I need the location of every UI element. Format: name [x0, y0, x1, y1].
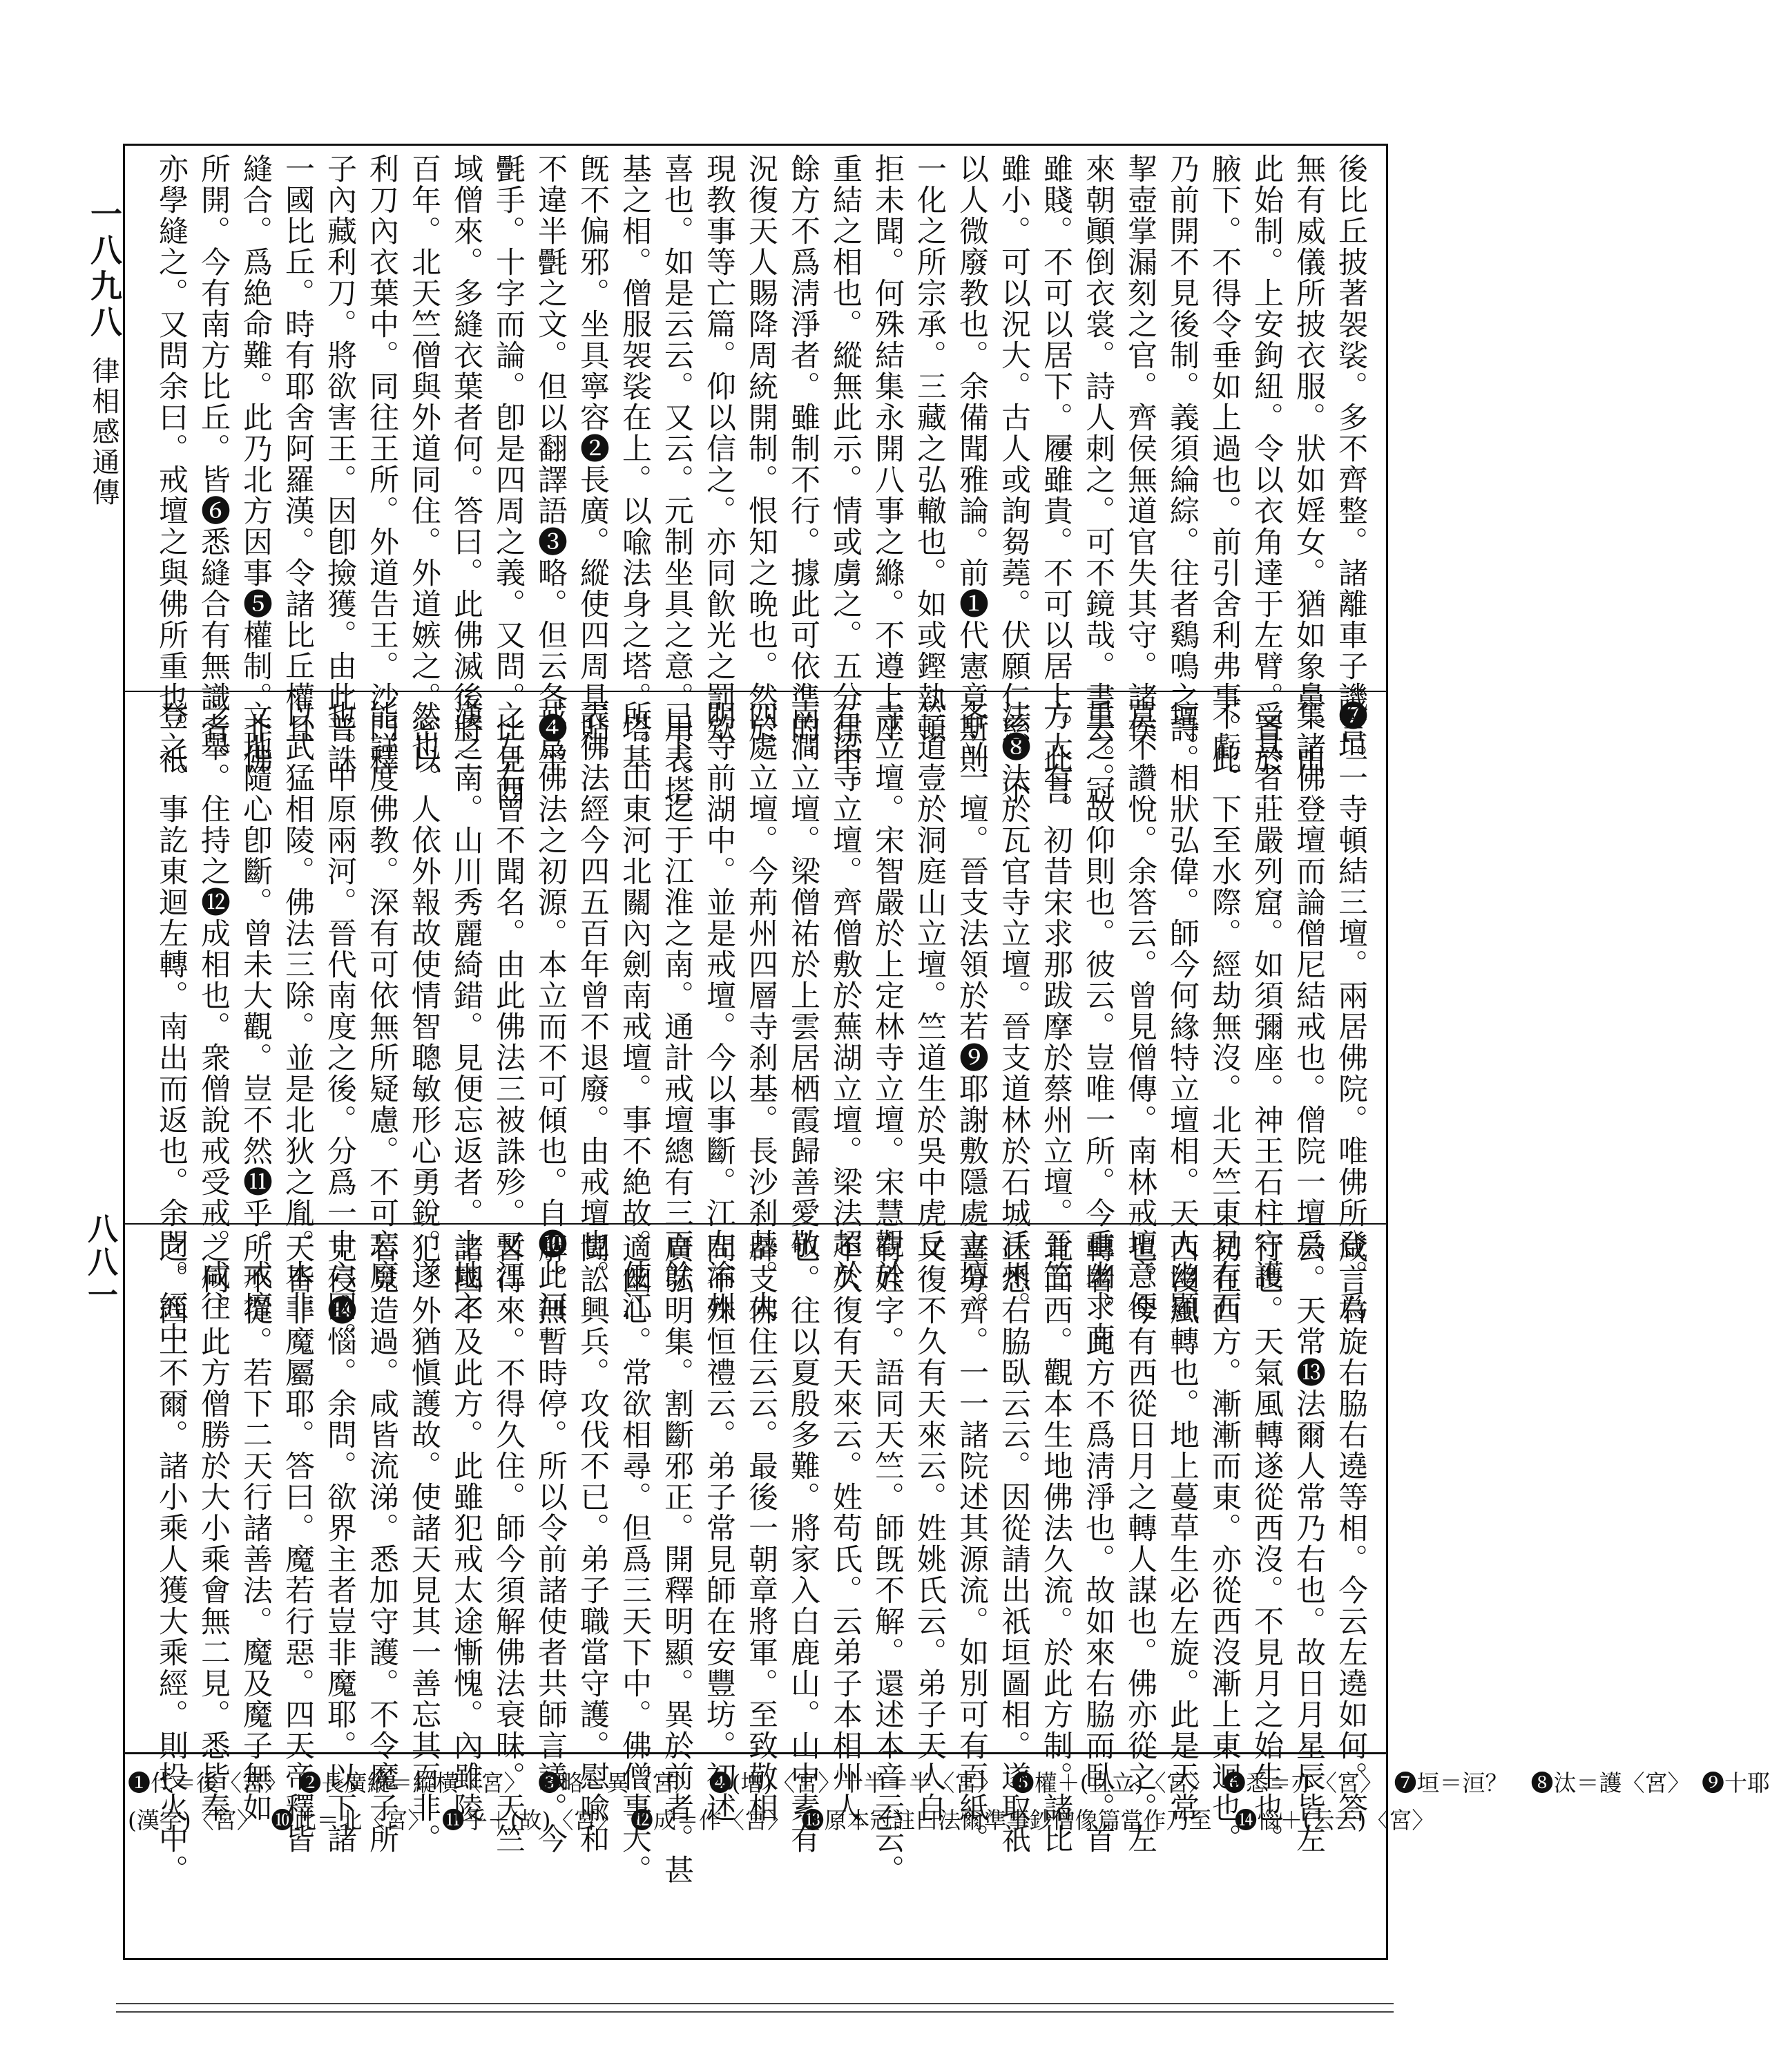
text-column: ❼垣一寺頓結三壇。兩居佛院。唯佛所登。爲: [1334, 700, 1368, 1322]
text-column: 拒未聞。何殊結集永開八事之縧。不遵上座: [870, 153, 905, 744]
text-column: 莫不讚悅。余答云。曾見僧傳。南林戒壇意便: [1123, 700, 1157, 1322]
text-column: 無有威儀所披衣服。狀如婬女。猶如象鼻。由: [1291, 153, 1326, 775]
text-column: 所不從。若下二天行諸善法。魔及魔子無如: [238, 1233, 273, 1823]
text-column: 縫合。爲絶命難。此乃北方因事❺權制。非佛: [238, 153, 273, 775]
text-column: 文地隨心卽斷。曾未大觀。豈不然⓫乎。戒壇: [238, 700, 273, 1322]
text-column: 以武猛相陵。佛法三除。並是北狄之胤。本非: [280, 700, 315, 1322]
text-column: 行也。天氣風轉遂從西沒。不見月之始生也。: [1249, 1233, 1284, 1854]
text-column: 云。天常⓭法爾人常乃右也。故日月星辰皆左: [1291, 1233, 1326, 1854]
text-column: 戒爲佛法之初源。本立而不可傾也。自❿此河: [533, 700, 568, 1322]
text-column: 有姓字。語同天竺。師旣不解。還述本音云云。: [870, 1233, 905, 1886]
text-column: 不久復有天來云。姓苟氏。云弟子本相州人: [828, 1233, 863, 1823]
text-column: 畫分齊。一一諸院述其源流。如別可有百紙。: [954, 1233, 989, 1854]
text-column: 轉者。此方不爲淸淨也。故如來右脇而臥。首: [1081, 1233, 1115, 1854]
text-column: 所。山東河北關內劍南戒壇。事不絶故。使江: [617, 700, 652, 1322]
text-column: 寺立壇。宋智嚴於上定林寺立壇。宋慧觀於: [870, 700, 905, 1291]
running-title: 律相感通傳: [88, 356, 119, 508]
text-column: 基之相。僧服袈裟在上。以喩法身之塔。塔基: [617, 153, 652, 775]
text-column: 以人微廢教也。余備聞雅論。前❶代憲章斯則: [954, 153, 989, 775]
text-register-middle: [142, 700, 1369, 1353]
text-column: 也。今有西從日月之轉人謀也。佛亦從之。左: [1123, 1233, 1157, 1854]
text-register-top: [142, 153, 1369, 806]
text-column: 方大有。初昔宋求那跋摩於蔡州立壇。晉竺: [1039, 700, 1073, 1291]
text-column: 竺道壹於洞庭山立壇。竺道生於吳中虎丘: [912, 700, 947, 1260]
bottom-rule: [116, 2011, 1394, 2013]
text-column: 登之。事訖東迴左轉。南出而返也。余問。經中: [154, 700, 189, 1353]
text-column: 雖賤。不可以居下。屨雖貴。不可以居上。此言: [1039, 153, 1073, 806]
text-column: 天皆非魔屬耶。答曰。魔若行惡。四天帝釋皆: [280, 1233, 315, 1854]
text-column: 雖小。可以況大。古人或詢芻蕘。伏願仁慈。不: [997, 153, 1031, 806]
text-column: 利刀內衣葉中。同往王所。外道告王。沙門釋: [365, 153, 399, 775]
page-number: 一八九八: [86, 198, 123, 341]
footnote-line: ❶代＝後〈宮〉 ❷長廣縱＝縱橫〈宮〉 ❸略＝異〈宮〉 ❹(增)〈宮〉十半＝半〈宮〉 ❺權＋(且立)〈宮〉 ❻悉＝亦〈宮〉 ❼垣＝洹？ ❽汰＝護〈宮〉 ❾十耶: [128, 1769, 1770, 1796]
text-column: 之何。此方僧勝於大小乘會無二見。悉皆奉: [196, 1233, 231, 1823]
text-column: 漢之南。山川秀麗綺錯。見便忘返者。土地之: [449, 700, 483, 1322]
text-column: 也。往以夏殷多難。將家入白鹿山。山中素有: [786, 1233, 820, 1854]
text-column: 適幽心。常欲相尋。但爲三天下中。佛僧事大。: [617, 1233, 652, 1886]
text-column: 挈壺掌漏刻之官。齊侯無道官失其守。諸侯: [1123, 153, 1157, 744]
text-column: 壇。相狀弘偉。師今何緣特立壇相。天人幽顯: [1165, 700, 1200, 1322]
text-column: 也。中原兩河。晉代南度之後。分爲一十六國。: [323, 700, 357, 1353]
text-column: 表佛法經今四五百年曾不退廢。由戒壇也。: [575, 700, 610, 1291]
text-column: 重之。故仰則也。彼云。豈唯一所。今重幽求南: [1081, 700, 1115, 1353]
text-column: 亦學縫之。又問余曰。戒壇之與佛所重也。祇: [154, 153, 189, 775]
bottom-rule: [116, 2003, 1394, 2004]
text-column: 後比丘披著袈裟。多不齊整。諸離車子譏言。: [1334, 153, 1368, 775]
footnotes: [128, 1765, 1770, 1952]
text-column: 重結之相也。縱無此示。情或虜之。五分律中。: [828, 153, 863, 806]
text-column: 各立一壇。晉支法領於若❾耶謝敷隱處立壇。: [954, 700, 989, 1322]
text-column: 南澗立壇。梁僧祐於上雲居栖霞歸善愛敬: [786, 700, 820, 1260]
text-column: 西沒風轉也。地上蔓草生必左旋。此是天常: [1165, 1233, 1200, 1823]
text-column: 諸國不及此方。此雖犯戒太途慚愧。內雖陵: [449, 1233, 483, 1823]
text-column: 暫得來。不得久住。師今須解佛法衰昧。天竺: [491, 1233, 526, 1854]
text-column: 餘方不爲淸淨者。雖制不行。據此可依準的。: [786, 153, 820, 775]
text-column: 已下。迄于江淮之南。通計戒壇總有三百餘: [660, 700, 694, 1291]
text-column: 不虧。下至水際。經劫無沒。北天竺東見有石: [1207, 700, 1242, 1322]
text-column: 之左右曾不聞名。由此佛法三被誅殄。又江: [491, 700, 526, 1291]
text-column: 見侵⓮惱。余問。欲界主者豈非魔耶。以下諸: [323, 1233, 357, 1854]
text-column: 子內藏利刀。將欲害王。因卽撿獲。由此普誅: [323, 153, 357, 775]
footnote-line: (漢字)〈宮〉 ❿此＝北〈宮〉 ⓫乎＋(故)〈宮〉 ⓬成＝作〈宮〉 ⓭原本冠註曰法爾準事鈔僧像篇當作乃至 ⓮惱＋(云云)〈宮〉: [128, 1807, 1435, 1834]
text-column: 問不殊恒禮云。弟子常見師在安豐坊。初述: [702, 1233, 736, 1823]
text-column: 百年。北天竺僧與外道同住。外道嫉之。密以: [407, 153, 441, 775]
text-column: 咸言右旋右脇右遶等相。今云左遶如何。答: [1334, 1233, 1368, 1823]
text-column: 來朝顚倒衣裳。詩人刺之。可不鏡哉。書云。冠: [1081, 153, 1115, 806]
section-mark: 八八一: [82, 1213, 117, 1312]
text-column: 集諸佛登壇而論僧尼結戒也。僧院一壇爲: [1291, 700, 1326, 1260]
text-column: 初在西方。漸漸而東。亦從西沒漸上東迴也。: [1207, 1233, 1242, 1854]
text-column: 明寺前湖中。並是戒壇。今以事斷。江左淪州: [702, 700, 736, 1322]
text-column: 法❽汰於瓦官寺立壇。晉支道林於石城沃州。: [997, 700, 1031, 1322]
text-column: 一化之所宗承。三藏之弘轍也。如或鏗執頓: [912, 153, 947, 744]
text-column: 石梁寺立壇。齊僧敷於蕪湖立壇。梁法超於: [828, 700, 863, 1291]
text-column: 若見造過。咸皆流涕。悉加守護。不令魔子所: [365, 1233, 399, 1854]
text-column: 又復不久有天來云。姓姚氏云。弟子天人自: [912, 1233, 947, 1823]
text-column: 一國比丘。時有耶舍阿羅漢。令諸比丘權且: [280, 153, 315, 744]
text-column: 犯。外猶愼護故。使諸天見其一善忘其百非。: [407, 1233, 441, 1854]
text-column: 不違半㲲之文。但以翻譯語❸略。但云各❹半: [533, 153, 568, 775]
text-column: 此始制。上安鉤紐。令以衣角達于左臂。置於: [1249, 153, 1284, 775]
text-column: 辟支佛住云云。最後一朝章將軍。至致敬相: [744, 1233, 778, 1823]
text-column: 四處立壇。今荊州四層寺刹基。長沙刹基。大: [744, 700, 778, 1322]
text-column: 之。西土不爾。諸小乘人獲大乘經。則投火中。: [154, 1233, 189, 1886]
text-column: 北面西。觀本生地佛法久流。於此方制。諸比: [1039, 1233, 1073, 1854]
text-column: 㲲手。十字而論。卽是四周之義。又問。比見西: [491, 153, 526, 806]
text-column: 鬪訟興兵。攻伐不已。弟子職當守護。慰喩和: [575, 1233, 610, 1854]
text-column: 能詳度佛教。深有可依無所疑慮。不可忘廢: [365, 700, 399, 1291]
text-column: 現教事等亡篇。仰以信之。亦同飮光之罰欸: [702, 153, 736, 744]
text-column: 旣不偏邪。坐具寧容❷長廣。縱使四周具貼。: [575, 153, 610, 775]
text-column: 腋下。不得令垂如上過也。前引舍利弗事。此: [1207, 153, 1242, 775]
text-column: 然也。人依外報故使情智聰敏形心勇銳。遂: [407, 700, 441, 1291]
text-column: 乃前開不見後制。義須綸綜。往者鷄鳴之詩。: [1165, 153, 1200, 775]
text-column: 域僧來。多縫衣葉者何。答曰。此佛滅後將二: [449, 153, 483, 775]
text-column: 廣弘明集。割斷邪正。開釋明顯。異於前者。甚: [660, 1233, 694, 1886]
text-column: 丘悉右脇臥云云。因從請出祇垣圖相。遂取祇: [997, 1233, 1031, 1854]
text-column: 所開。今有南方比丘。皆❻悉縫合有無識者。: [196, 153, 231, 775]
text-column: 喜也。如是云云。又云。元制坐具之意。用表塔: [660, 153, 694, 806]
text-column: 解。無暫時停。所以令前諸使者共師言議。今: [533, 1233, 568, 1854]
text-column: 況復天人賜降周統開制。恨知之晩也。然於: [744, 153, 778, 744]
text-column: 受具者莊嚴列窟。如須彌座。神王石柱守護: [1249, 700, 1284, 1291]
text-column: 之舉。住持之⓬成相也。衆僧說戒受戒。咸往: [196, 700, 231, 1322]
